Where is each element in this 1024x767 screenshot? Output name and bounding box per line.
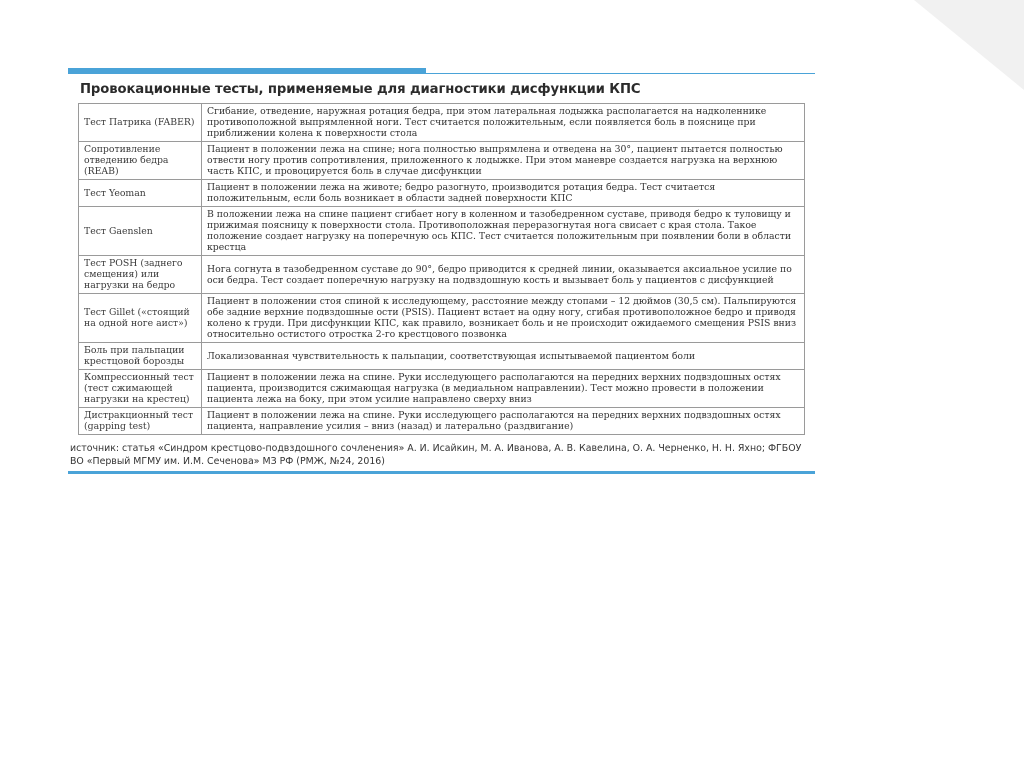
test-description: Сгибание, отведение, наружная ротация бедра, при этом латеральная лодыжка располагается на надколеннике противоположной выпрямленной ноги. Тест считается положительным, если появляется боль в пояснице при приближении колена к поверхности стола — [202, 104, 805, 142]
test-description: В положении лежа на спине пациент сгибает ногу в коленном и тазобедренном суставе, приводя бедро к туловищу и прижимая поясницу к поверхности стола. Противоположная переразогнутая нога свисает с края стола. Такое положение создает нагрузку на поперечную ось КПС. Тест считается положительным при появлении боли в области крестца — [202, 207, 805, 256]
page-corner-fold — [914, 0, 1024, 90]
test-name: Дистракционный тест (gapping test) — [79, 408, 202, 435]
table-row — [79, 142, 805, 180]
table-row — [79, 408, 805, 435]
document — [68, 68, 815, 474]
table-row — [79, 180, 805, 207]
test-name: Тест Gillet («стоящий на одной ноге аист») — [79, 294, 202, 343]
test-name: Сопротивление отведению бедра (REAB) — [79, 142, 202, 180]
table-row — [79, 294, 805, 343]
test-description: Пациент в положении лежа на животе; бедро разогнуто, производится ротация бедра. Тест считается положительным, если боль возникает в области задней поверхности КПС — [202, 180, 805, 207]
table-row — [79, 207, 805, 256]
source-citation: источник: статья «Синдром крестцово-подвздошного сочленения» А. И. Исайкин, М. А. Иванова, А. В. Кавелина, О. А. Черненко, Н. Н. Яхно; ФГБОУ ВО «Первый МГМУ им. И.М. Сеченова» МЗ РФ (РМЖ, №24, 2016) — [70, 443, 802, 467]
tests-table — [78, 103, 805, 435]
test-name: Боль при пальпации крестцовой борозды — [79, 343, 202, 370]
table-row — [79, 343, 805, 370]
table-row — [79, 104, 805, 142]
test-description: Пациент в положении лежа на спине. Руки исследующего располагаются на передних верхних подвздошных остях пациента, направление усилия – вниз (назад) и латерально (раздвигание) — [202, 408, 805, 435]
test-name: Тест Yeoman — [79, 180, 202, 207]
test-name: Тест Патрика (FABER) — [79, 104, 202, 142]
document-title: Провокационные тесты, применяемые для диагностики дисфункции КПС — [80, 82, 641, 97]
table-row — [79, 370, 805, 408]
test-description: Локализованная чувствительность к пальпации, соответствующая испытываемой пациентом боли — [202, 343, 805, 370]
table-row — [79, 256, 805, 294]
test-description: Пациент в положении стоя спиной к исследующему, расстояние между стопами – 12 дюймов (30,5 см). Пальпируются обе задние верхние подвздошные ости (PSIS). Пациент встает на одну ногу, сгибая противоположное бедро и приводя колено к груди. При дисфункции КПС, как правило, возникает боль и не происходит ожидаемого смещения PSIS вниз относительно остистого отростка 2-го крестцового позвонка — [202, 294, 805, 343]
test-description: Пациент в положении лежа на спине. Руки исследующего располагаются на передних верхних подвздошных остях пациента, производится сжимающая нагрузка (в медиальном направлении). Тест можно провести в положении пациента лежа на боку, при этом усилие направлено сверху вниз — [202, 370, 805, 408]
test-name: Компрессионный тест (тест сжимающей нагрузки на крестец) — [79, 370, 202, 408]
bottom-accent-bar — [68, 471, 815, 474]
test-description: Пациент в положении лежа на спине; нога полностью выпрямлена и отведена на 30°, пациент пытается полностью отвести ногу против сопротивления, приложенного к лодыжке. При этом маневре создается нагрузка на верхнюю часть КПС, и провоцируется боль в случае дисфункции — [202, 142, 805, 180]
test-description: Нога согнута в тазобедренном суставе до 90°, бедро приводится к средней линии, оказывается аксиальное усилие по оси бедра. Тест создает поперечную нагрузку на подвздошную кость и вызывает боль у пациентов с дисфункцией — [202, 256, 805, 294]
test-name: Тест POSH (заднего смещения) или нагрузки на бедро — [79, 256, 202, 294]
test-name: Тест Gaenslen — [79, 207, 202, 256]
